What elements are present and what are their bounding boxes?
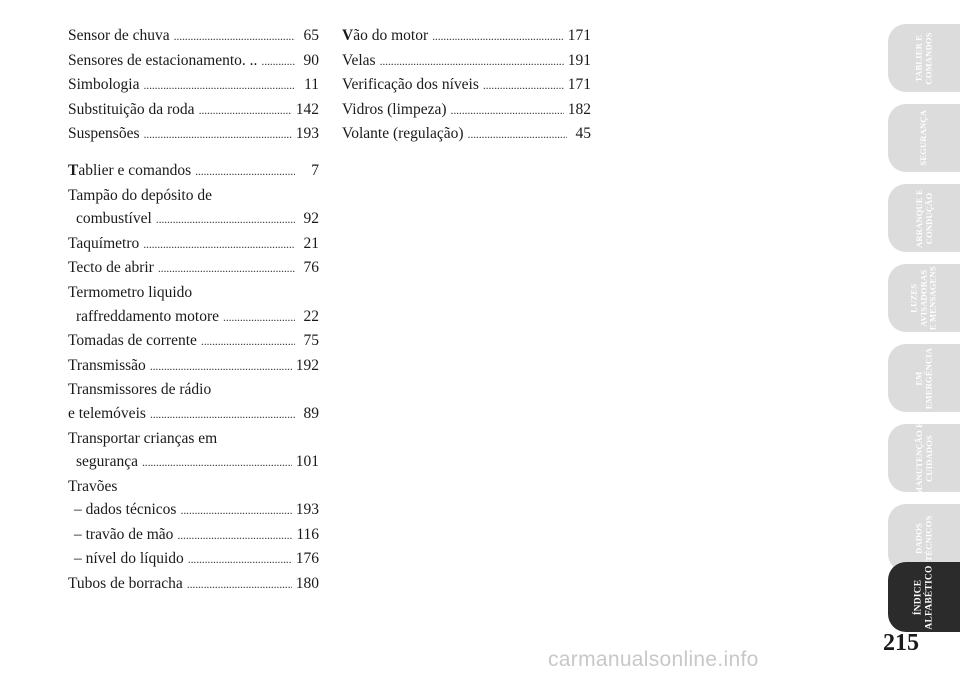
- entry-text: Vão do motor: [342, 27, 429, 44]
- entry-text: Transmissão: [68, 356, 146, 374]
- entry-text: Vidros (limpeza): [342, 100, 447, 118]
- index-column-1: [68, 24, 319, 597]
- index-entry: [342, 98, 591, 123]
- entry-page: 182: [567, 100, 591, 118]
- index-subentry: [68, 547, 319, 572]
- index-heading: [68, 475, 319, 499]
- tab-indice-alfabetico[interactable]: [888, 562, 960, 632]
- tab-label: LUZES AVISADORAS E MENSAGENS: [908, 266, 938, 330]
- tab-luzes-avisadoras[interactable]: [888, 264, 960, 332]
- index-entry: [68, 232, 319, 257]
- index-entry: [68, 281, 319, 329]
- entry-page: 45: [575, 125, 591, 143]
- tab-manutencao-cuidados[interactable]: [888, 421, 960, 495]
- index-entry: [68, 49, 319, 74]
- index-entry: [68, 329, 319, 354]
- entry-text: Substituição da roda: [68, 100, 195, 118]
- tab-arranque-conducao[interactable]: [888, 184, 960, 252]
- entry-page: 116: [296, 525, 319, 543]
- index-entry: [68, 427, 319, 475]
- entry-page: 176: [295, 550, 319, 568]
- tab-label: TABLIER E COMANDOS: [913, 31, 933, 85]
- index-entry: [342, 24, 591, 49]
- entry-page: 90: [303, 51, 319, 69]
- entry-page: 171: [567, 27, 591, 44]
- entry-page: 22: [303, 307, 319, 325]
- entry-page: 92: [303, 210, 319, 228]
- index-entry: [342, 73, 591, 98]
- tab-tablier-comandos[interactable]: [888, 24, 960, 92]
- entry-page: 193: [295, 125, 319, 143]
- entry-text-continued: segurança: [76, 453, 138, 471]
- tab-em-emergencia[interactable]: [888, 344, 960, 412]
- index-entry: [68, 184, 319, 232]
- entry-page: 101: [295, 453, 319, 471]
- index-entry: [68, 378, 319, 426]
- entry-page: 191: [567, 51, 591, 69]
- entry-page: 76: [303, 259, 319, 277]
- entry-page: 89: [303, 404, 319, 422]
- entry-text-continued: combustível: [76, 210, 152, 228]
- entry-page: 65: [303, 27, 319, 44]
- index-entry: [68, 159, 319, 184]
- entry-text: Tomadas de corrente: [68, 332, 197, 350]
- watermark: carmanualsonline.info: [548, 648, 759, 671]
- tab-label: EM EMERGÊNCIA: [913, 347, 933, 409]
- entry-text: Transportar crianças em: [68, 429, 218, 447]
- entry-page: 11: [304, 76, 319, 94]
- entry-text: – dados técnicos: [74, 501, 177, 519]
- entry-page: 21: [303, 234, 319, 252]
- entry-text: Verificação dos níveis: [342, 76, 479, 94]
- section-initial: T: [68, 161, 79, 179]
- entry-text: Tablier e comandos: [68, 161, 192, 179]
- entry-text: Travões: [68, 477, 118, 495]
- entry-text: Velas: [342, 51, 376, 69]
- section-initial: V: [342, 27, 354, 44]
- entry-text: – nível do líquido: [74, 550, 184, 568]
- index-entry: [68, 24, 319, 49]
- entry-text-continued: e telemóveis: [68, 404, 146, 422]
- index-entry: [68, 98, 319, 123]
- index-entry: [68, 73, 319, 98]
- tab-label: ARRANQUE E CONDUÇÃO: [913, 188, 933, 248]
- index-entry: [68, 354, 319, 379]
- page-number: 215: [883, 630, 919, 656]
- entry-text: Termometro liquido: [68, 283, 193, 301]
- tab-label: ÍNDICE ALFABÉTICO: [913, 564, 934, 630]
- entry-text: Taquímetro: [68, 234, 140, 252]
- entry-text: Sensor de chuva: [68, 27, 170, 44]
- entry-text: Tecto de abrir: [68, 259, 154, 277]
- index-entry: [68, 572, 319, 597]
- tab-label: DADOS TÉCNICOS: [913, 514, 933, 562]
- index-entry: [68, 256, 319, 281]
- entry-text: Suspensões: [68, 125, 140, 143]
- index-entry: [342, 122, 591, 147]
- entry-page: 142: [295, 100, 319, 118]
- entry-text: – travão de mão: [74, 525, 174, 543]
- entry-text: Simbologia: [68, 76, 140, 94]
- entry-text-continued: raffreddamento motore: [76, 307, 220, 325]
- entry-page: 75: [303, 332, 319, 350]
- entry-text: Sensores de estacionamento. ..: [68, 51, 258, 69]
- entry-page: 7: [311, 161, 319, 179]
- entry-text: Transmissores de rádio: [68, 381, 212, 399]
- tab-label: MANUTENÇÃO E CUIDADOS: [913, 421, 933, 495]
- entry-page: 171: [567, 76, 591, 94]
- index-entry: [342, 49, 591, 74]
- entry-page: 192: [295, 356, 319, 374]
- entry-page: 180: [295, 575, 319, 593]
- tab-label: SEGURANÇA: [918, 110, 929, 166]
- index-subentry: [68, 498, 319, 523]
- index-column-2: [342, 24, 591, 147]
- index-subentry: [68, 523, 319, 548]
- index-entry: [68, 122, 319, 147]
- entry-text: Tubos de borracha: [68, 575, 183, 593]
- entry-page: 193: [295, 501, 319, 519]
- tab-seguranca[interactable]: [888, 104, 960, 172]
- entry-text: Volante (regulação): [342, 125, 464, 143]
- entry-text: Tampão do depósito de: [68, 186, 212, 204]
